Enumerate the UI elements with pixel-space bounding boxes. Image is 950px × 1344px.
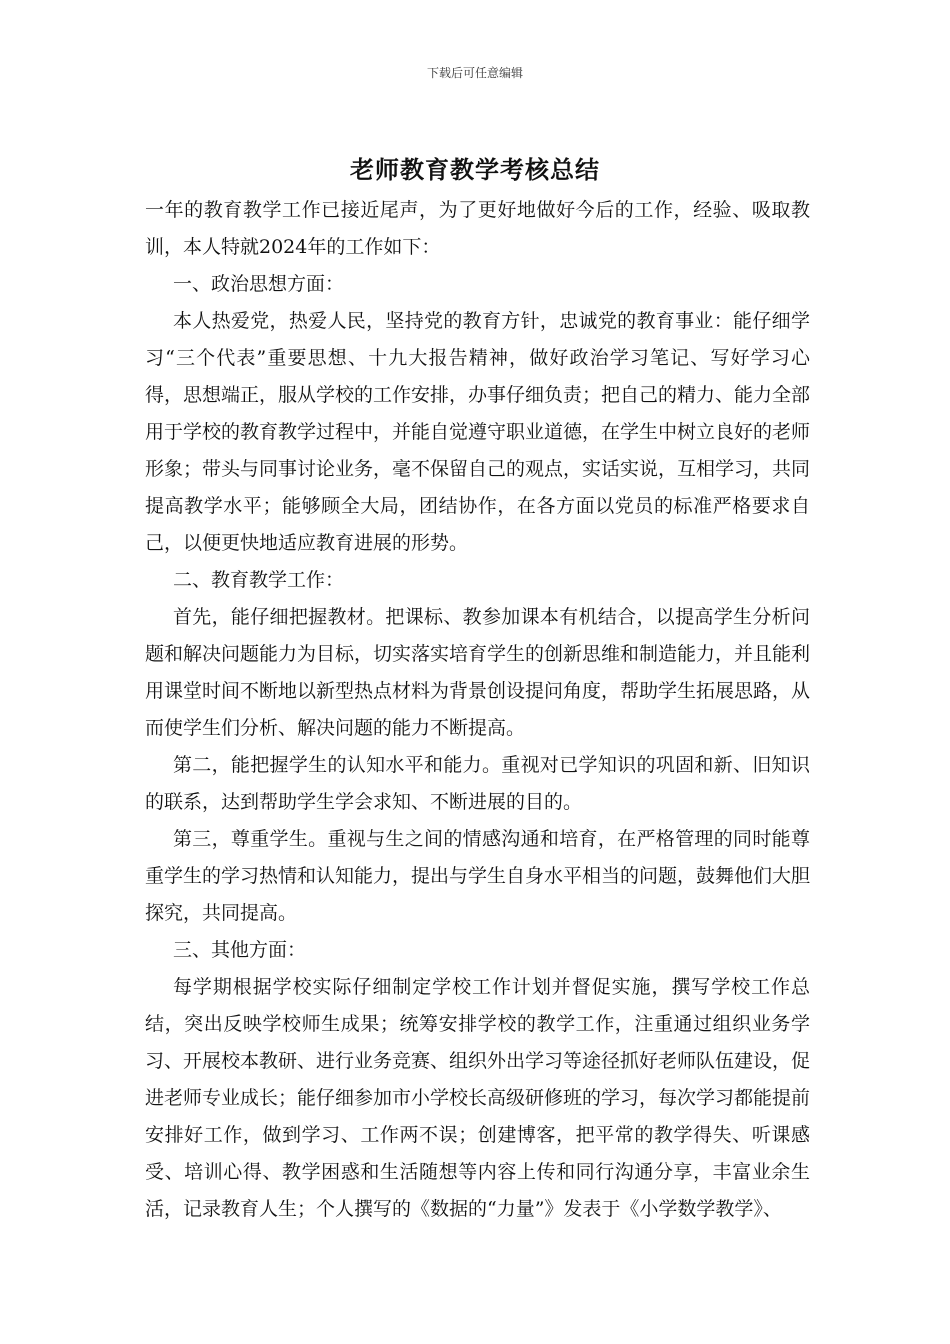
section-heading: 一、政治思想方面：	[173, 273, 345, 295]
paragraph: 一年的教育教学工作已接近尾声，为了更好地做好今后的工作，经验、吸取教训，本人特就2024年的工作如下：	[145, 199, 810, 258]
paragraph: 每学期根据学校实际仔细制定学校工作计划并督促实施，撰写学校工作总结，突出反映学校师生成果；统筹安排学校的教学工作，注重通过组织业务学习、开展校本教研、进行业务竞赛、组织外出学习等途径抓好老师队伍建设，促进老师专业成长；能仔细参加市小学校长高级研修班的学习，每次学习都能提前安排好工作，做到学习、工作两不误；创建博客，把平常的教学得失、听课感受、培训心得、教学困惑和生活随想等内容上传和同行沟通分享，丰富业余生活，记录教育人生；个人撰写的《数据的“力量”》发表于《小学数学教学》、	[145, 976, 811, 1220]
paragraph: 本人热爱党，热爱人民，坚持党的教育方针，忠诚党的教育事业：能仔细学习“三个代表”重要思想、十九大报告精神，做好政治学习笔记、写好学习心得，思想端正，服从学校的工作安排，办事仔细负责；把自己的精力、能力全部用于学校的教育教学过程中，并能自觉遵守职业道德，在学生中树立良好的老师形象；带头与同事讨论业务，毫不保留自己的观点，实话实说，互相学习，共同提高教学水平；能够顾全大局，团结协作，在各方面以党员的标准严格要求自己，以便更快地适应教育进展的形势。	[145, 310, 811, 554]
paragraph: 第二，能把握学生的认知水平和能力。重视对已学知识的巩固和新、旧知识的联系，达到帮助学生学会求知、不断进展的目的。	[145, 754, 810, 813]
paragraph: 首先，能仔细把握教材。把课标、教参加课本有机结合，以提高学生分析问题和解决问题能力为目标，切实落实培育学生的创新思维和制造能力，并且能利用课堂时间不断地以新型热点材料为背景创设提问角度，帮助学生拓展思路，从而使学生们分析、解决问题的能力不断提高。	[145, 606, 811, 739]
document-title: 老师教育教学考核总结	[350, 155, 600, 184]
document-body	[145, 192, 810, 1228]
section-heading: 二、教育教学工作：	[173, 569, 345, 591]
paragraph: 第三，尊重学生。重视与生之间的情感沟通和培育，在严格管理的同时能尊重学生的学习热情和认知能力，提出与学生自身水平相当的问题，鼓舞他们大胆探究，共同提高。	[145, 828, 811, 924]
page-header: 下载后可任意编辑	[426, 66, 523, 80]
section-heading: 三、其他方面：	[173, 939, 307, 961]
